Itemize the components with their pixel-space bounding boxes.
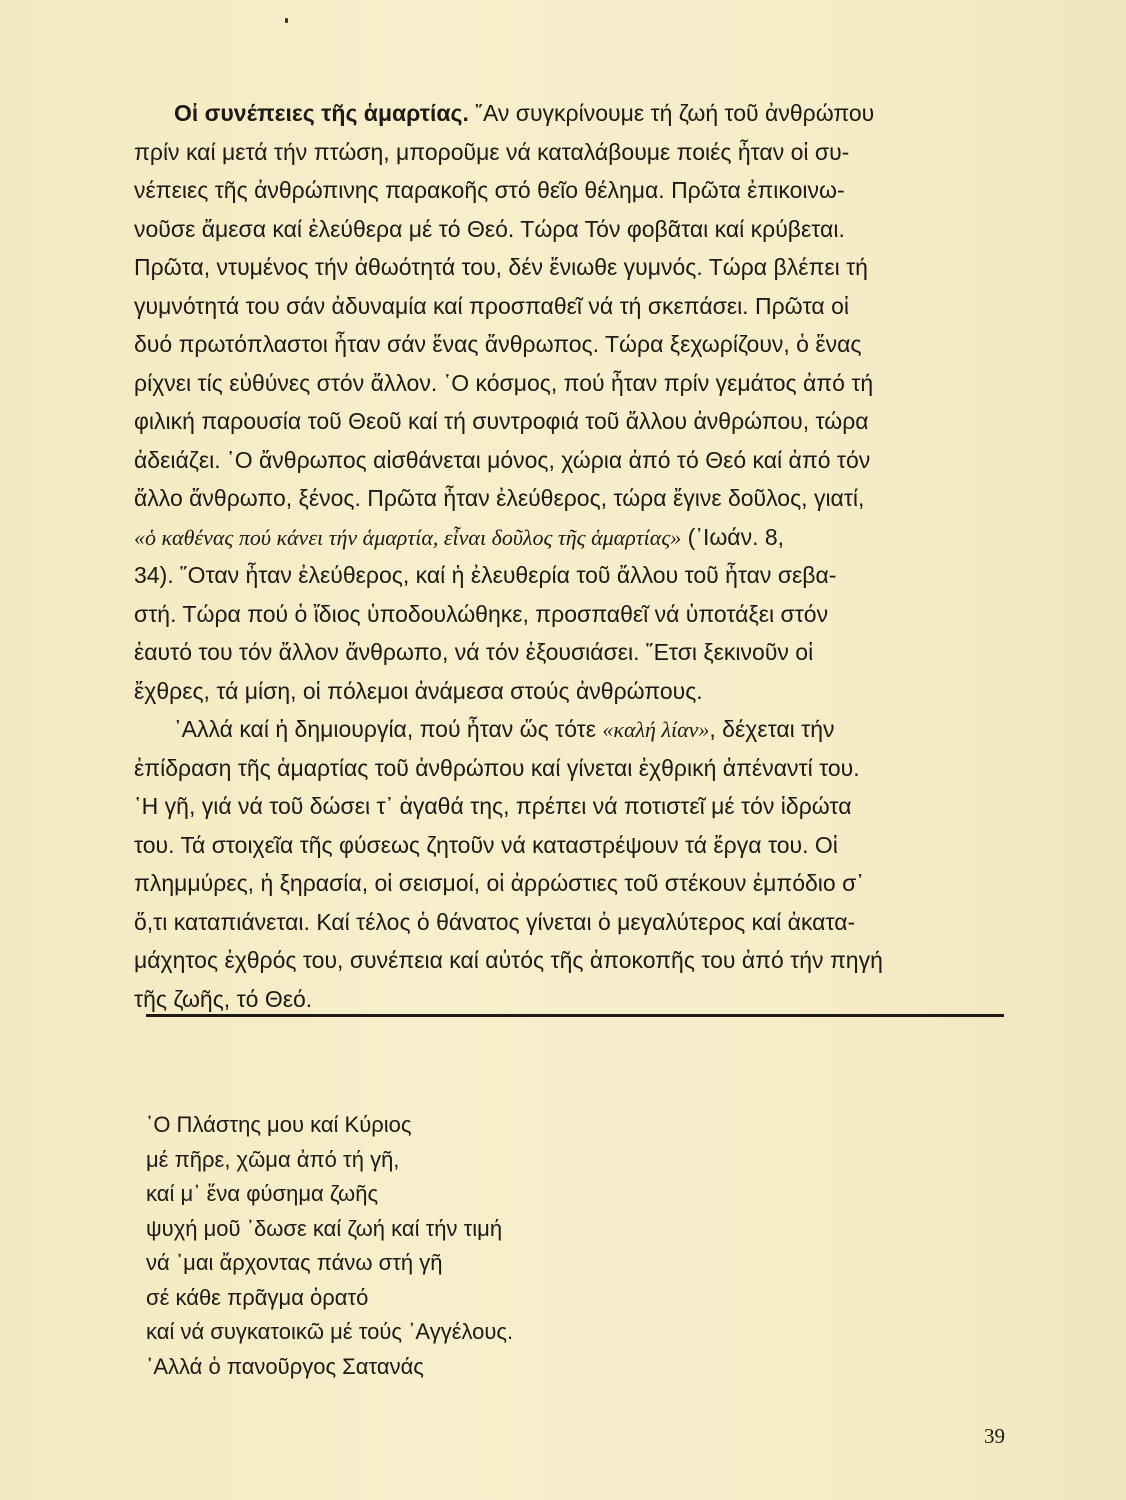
text-line: πλημμύρες, ἡ ξηρασία, οἱ σεισμοί, οἱ ἀρρώστιες τοῦ στέκουν ἐμπόδιο σ᾽ <box>134 870 864 896</box>
text-line: ὅ,τι καταπιάνεται. Καί τέλος ὁ θάνατος γίνεται ὁ μεγαλύτερος καί ἀκατα- <box>134 908 856 935</box>
text-line: δυό πρωτόπλαστοι ἦταν σάν ἕνας ἄνθρωπος. Τώρα ξεχωρίζουν, ὁ ἕνας <box>134 331 862 357</box>
poem-line: νά ᾽μαι ἄρχοντας πάνω στή γῆ <box>146 1250 443 1275</box>
text-line: ἄλλο ἄνθρωπο, ξένος. Πρῶτα ἦταν ἐλεύθερος, τώρα ἔγινε δοῦλος, γιατί, <box>134 485 865 511</box>
poem-line: ᾽Αλλά ὁ πανοῦργος Σατανάς <box>146 1353 424 1379</box>
text-fragment: , δέχεται τήν <box>709 716 835 742</box>
text-line <box>134 710 1014 749</box>
ink-speck <box>285 18 288 23</box>
text-line: τῆς ζωῆς, τό Θεό. <box>134 985 313 1012</box>
text-line: ἀδειάζει. ῾Ο ἄνθρωπος αἰσθάνεται μόνος, χώρια ἀπό τό Θεό καί ἀπό τόν <box>134 446 871 473</box>
text-line: φιλική παρουσία τοῦ Θεοῦ καί τή συντροφιά τοῦ ἄλλου ἀνθρώπου, τώρα <box>134 408 869 434</box>
scripture-quote: «ὁ καθένας πού κάνει τήν ἁμαρτία, εἶναι δοῦλος τῆς ἁμαρτίας» <box>134 524 682 550</box>
text-line: ἑαυτό του τόν ἄλλον ἄνθρωπο, νά τόν ἐξουσιάσει. ῞Ετσι ξεκινοῦν οἱ <box>134 639 814 665</box>
text-fragment: ᾽Αλλά καί ἡ δημιουργία, πού ἦταν ὥς τότε <box>174 716 603 742</box>
text-line: μάχητος ἐχθρός του, συνέπεια καί αὐτός τῆς ἀποκοπῆς του ἀπό τήν πηγή <box>134 947 883 973</box>
text-line: ρίχνει τίς εὐθύνες στόν ἄλλον. ῾Ο κόσμος, πού ἦταν πρίν γεμάτος ἀπό τή <box>134 369 874 396</box>
horizontal-rule <box>146 1014 1004 1017</box>
poem <box>146 1108 846 1384</box>
text-line: γυμνότητά του σάν ἀδυναμία καί προσπαθεῖ νά τή σκεπάσει. Πρῶτα οἱ <box>134 292 849 319</box>
poem-line: καί νά συγκατοικῶ μέ τούς ᾽Αγγέλους. <box>146 1319 514 1344</box>
text-line: του. Τά στοιχεῖα τῆς φύσεως ζητοῦν νά καταστρέψουν τά ἔργα του. Οἱ <box>134 831 838 858</box>
text-line: στή. Τώρα πού ὁ ἴδιος ὑποδουλώθηκε, προσπαθεῖ νά ὑποτάξει στόν <box>134 600 829 627</box>
text-line: ῾Η γῆ, γιά νά τοῦ δώσει τ᾽ ἀγαθά της, πρέπει νά ποτιστεῖ μέ τόν ἱδρώτα <box>134 793 852 819</box>
poem-line: ψυχή μοῦ ᾽δωσε καί ζωή καί τήν τιμή <box>146 1215 503 1241</box>
text-line: ἐπίδραση τῆς ἁμαρτίας τοῦ ἀνθρώπου καί γίνεται ἐχθρική ἀπέναντί του. <box>134 754 860 781</box>
text-line <box>134 94 1014 133</box>
body-text <box>134 94 1014 1018</box>
text-line: πρίν καί μετά τήν πτώση, μποροῦμε νά καταλάβουμε ποιές ἦταν οἱ συ- <box>134 138 850 165</box>
text-line: νέπειες τῆς ἀνθρώπινης παρακοῆς στό θεῖο θέλημα. Πρῶτα ἐπικοινω- <box>134 177 845 203</box>
poem-line: ῾Ο Πλάστης μου καί Κύριος <box>146 1112 412 1137</box>
text-fragment: ῎Αν συγκρίνουμε τή ζωή τοῦ ἀνθρώπου <box>468 100 875 126</box>
text-line <box>134 518 1014 557</box>
poem-line: καί μ᾽ ἕνα φύσημα ζωῆς <box>146 1181 379 1206</box>
text-line: νοῦσε ἄμεσα καί ἐλεύθερα μέ τό Θεό. Τώρα Τόν φοβᾶται καί κρύβεται. <box>134 215 845 242</box>
section-heading: Οἱ συνέπειες τῆς ἁμαρτίας. <box>174 100 469 126</box>
poem-line: μέ πῆρε, χῶμα ἀπό τή γῆ, <box>146 1146 400 1172</box>
scripture-quote: «καλή λίαν» <box>602 717 710 742</box>
scripture-reference: (᾽Ιωάν. 8, <box>681 523 785 550</box>
poem-line: σέ κάθε πρᾶγμα ὁρατό <box>146 1284 369 1310</box>
text-line: 34). ῞Οταν ἦταν ἐλεύθερος, καί ἡ ἐλευθερία τοῦ ἄλλου τοῦ ἦταν σεβα- <box>134 562 837 588</box>
text-line: ἔχθρες, τά μίση, οἱ πόλεμοι ἀνάμεσα στούς ἀνθρώπους. <box>134 677 703 704</box>
page-number: 39 <box>984 1424 1005 1448</box>
text-line: Πρῶτα, ντυμένος τήν ἀθωότητά του, δέν ἔνιωθε γυμνός. Τώρα βλέπει τή <box>134 254 868 280</box>
